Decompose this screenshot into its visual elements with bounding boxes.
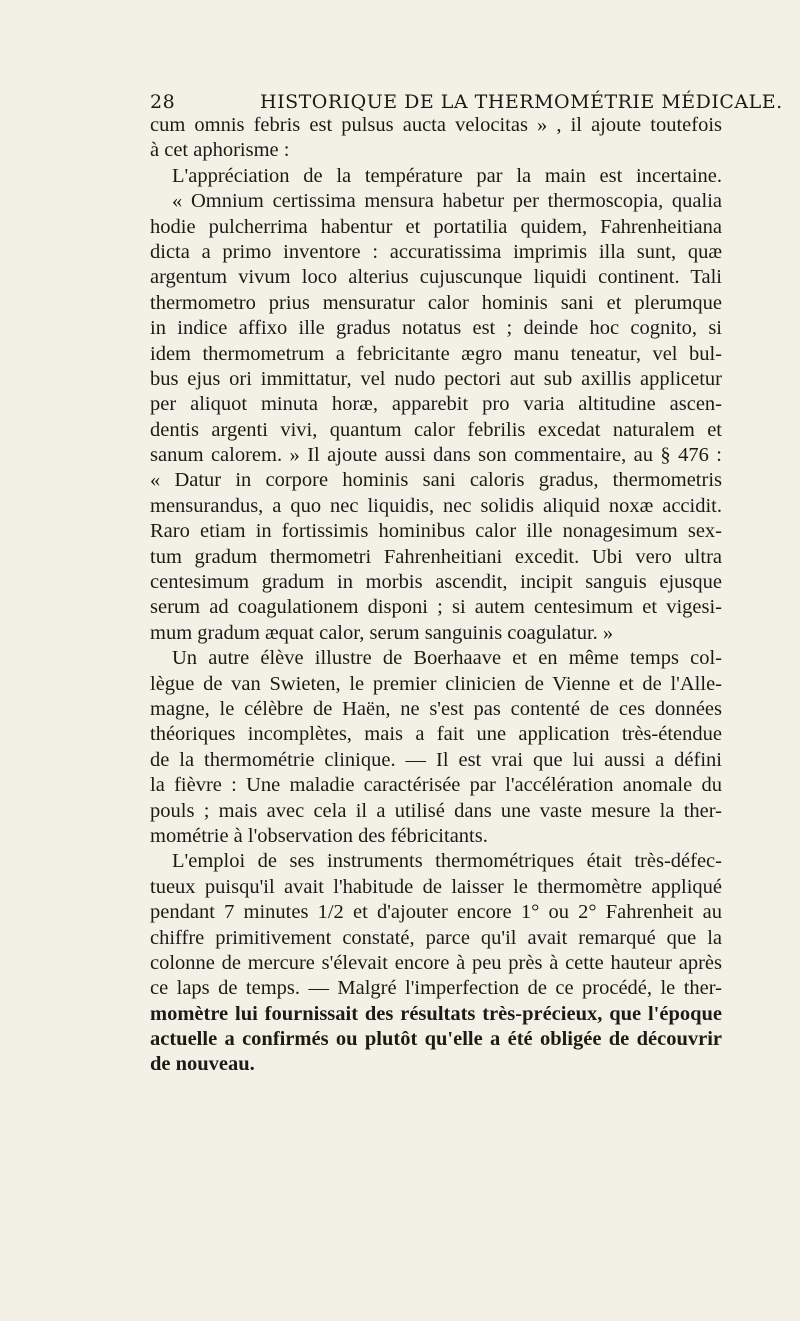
text-line: actuelle a confirmés ou plutôt qu'elle a été obligée de découvrir — [150, 1028, 722, 1051]
body-text — [150, 113, 722, 1078]
page-number: 28 — [150, 91, 176, 113]
text-line: pendant 7 minutes 1/2 et d'ajouter encore 1° ou 2° Fahrenheit au — [150, 901, 722, 924]
text-line: Raro etiam in fortissimis hominibus calor ille nonagesimum sex- — [150, 520, 722, 543]
text-line: de la thermométrie clinique. — Il est vrai que lui aussi a défini — [150, 748, 722, 771]
text-line: théoriques incomplètes, mais a fait une application très-étendue — [150, 723, 722, 746]
text-line: serum ad coagulationem disponi ; si autem centesimum et vigesi- — [150, 596, 722, 619]
text-line: chiffre primitivement constaté, parce qu'il avait remarqué que la — [150, 926, 722, 949]
text-line: hodie pulcherrima habentur et portatilia quidem, Fahrenheitiana — [150, 215, 722, 238]
text-line: dentis argenti vivi, quantum calor febrilis excedat naturalem et — [150, 418, 722, 441]
page-header — [150, 91, 783, 115]
text-line: sanum calorem. » Il ajoute aussi dans son commentaire, au § 476 : — [150, 444, 722, 467]
text-line: « Datur in corpore hominis sani caloris gradus, thermometris — [150, 469, 722, 492]
text-line: momètre lui fournissait des résultats très-précieux, que l'époque — [150, 1002, 722, 1025]
text-line: cum omnis febris est pulsus aucta velocitas » , il ajoute toutefois — [150, 114, 722, 136]
text-line: L'appréciation de la température par la main est incertaine. — [172, 164, 722, 187]
text-line: lègue de van Swieten, le premier clinicien de Vienne et de l'Alle- — [150, 672, 722, 695]
text-line: magne, le célèbre de Haën, ne s'est pas contenté de ces données — [150, 697, 722, 720]
running-title: HISTORIQUE DE LA THERMOMÉTRIE MÉDICALE. — [260, 91, 783, 113]
text-line: in indice affixo ille gradus notatus est ; deinde hoc cognito, si — [150, 317, 722, 340]
text-line: mensurandus, a quo nec liquidis, nec solidis aliquid noxæ accidit. — [150, 494, 722, 517]
text-line: mum gradum æquat calor, serum sanguinis coagulatur. » — [150, 621, 614, 644]
text-line: « Omnium certissima mensura habetur per thermoscopia, qualia — [172, 190, 722, 213]
text-line: colonne de mercure s'élevait encore à peu près à cette hauteur après — [150, 951, 722, 974]
text-line: Un autre élève illustre de Boerhaave et en même temps col- — [172, 647, 722, 670]
text-line: per aliquot minuta horæ, apparebit pro varia altitudine ascen- — [150, 393, 722, 416]
text-line: dicta a primo inventore : accuratissima imprimis illa sunt, quæ — [150, 240, 722, 263]
text-line: tum gradum thermometri Fahrenheitiani excedit. Ubi vero ultra — [150, 545, 722, 568]
text-line: thermometro prius mensuratur calor hominis sani et plerumque — [150, 291, 722, 314]
text-line: argentum vivum loco alterius cujuscunque liquidi continent. Tali — [150, 266, 722, 289]
text-line: tueux puisqu'il avait l'habitude de laisser le thermomètre appliqué — [150, 875, 722, 898]
text-line: à cet aphorisme : — [150, 139, 290, 162]
text-line: ce laps de temps. — Malgré l'imperfection de ce procédé, le ther- — [150, 977, 722, 1000]
text-line: bus ejus ori immittatur, vel nudo pectori aut sub axillis applicetur — [150, 367, 722, 390]
text-line: L'emploi de ses instruments thermométriques était très-défec- — [172, 850, 722, 873]
text-line: la fièvre : Une maladie caractérisée par l'accélération anomale du — [150, 774, 722, 797]
text-line: de nouveau. — [150, 1053, 255, 1076]
text-line: pouls ; mais avec cela il a utilisé dans une vaste mesure la ther- — [150, 799, 722, 822]
text-line: mométrie à l'observation des fébricitants. — [150, 824, 488, 847]
text-line: idem thermometrum a febricitante ægro manu teneatur, vel bul- — [150, 342, 722, 365]
text-line: centesimum gradum in morbis ascendit, incipit sanguis ejusque — [150, 571, 722, 594]
